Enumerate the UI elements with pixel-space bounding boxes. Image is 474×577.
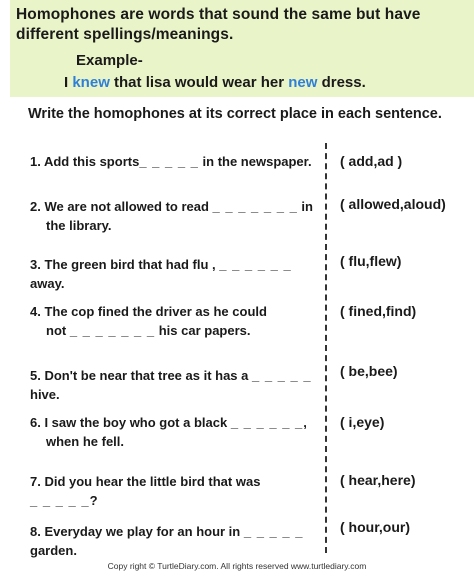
question-7 bbox=[30, 472, 320, 510]
example-homophone-2: new bbox=[288, 74, 318, 91]
question-7-text-before: 7. Did you hear the little bird that was bbox=[30, 474, 261, 489]
question-5-text-before: 5. Don't be near that tree as it has a bbox=[30, 368, 252, 383]
question-8-text-before: 8. Everyday we play for an hour in bbox=[30, 524, 244, 539]
question-5 bbox=[30, 366, 320, 404]
question-8-text-after: garden. bbox=[30, 543, 77, 558]
question-3-blank[interactable]: _ _ _ _ _ _ bbox=[219, 257, 292, 272]
example-part-3: dress. bbox=[317, 74, 366, 91]
question-7-blank[interactable]: _ _ _ _ _ bbox=[30, 493, 90, 508]
question-6 bbox=[30, 413, 320, 451]
question-4-text-after: his car papers. bbox=[155, 323, 251, 338]
column-divider bbox=[325, 143, 327, 553]
question-2-text-after: in bbox=[297, 199, 313, 214]
question-4-text-before: not bbox=[46, 323, 70, 338]
question-2 bbox=[30, 197, 320, 235]
definition-box bbox=[10, 0, 474, 97]
question-4-choices: ( fined,find) bbox=[340, 303, 417, 319]
question-1-text-before: 1. Add this sports bbox=[30, 154, 140, 169]
example-part-1: I bbox=[64, 74, 73, 91]
instruction-text: Write the homophones at its correct place in each sentence. bbox=[28, 106, 442, 122]
question-2-choices: ( allowed,aloud) bbox=[340, 196, 446, 212]
question-1-text-after: in the newspaper. bbox=[198, 154, 312, 169]
question-8-choices: ( hour,our) bbox=[340, 519, 410, 535]
example-sentence bbox=[64, 74, 366, 91]
question-6-choices: ( i,eye) bbox=[340, 414, 385, 430]
question-1-choices: ( add,ad ) bbox=[340, 153, 403, 169]
question-8 bbox=[30, 522, 320, 560]
question-6-text-before: 6. I saw the boy who got a black bbox=[30, 415, 231, 430]
question-4-line-1: 4. The cop fined the driver as he could bbox=[30, 304, 267, 319]
question-4-line-2 bbox=[30, 321, 320, 340]
question-4-blank[interactable]: _ _ _ _ _ _ _ bbox=[69, 323, 156, 338]
question-3-choices: ( flu,flew) bbox=[340, 253, 402, 269]
question-4 bbox=[30, 302, 320, 340]
question-5-blank[interactable]: _ _ _ _ _ bbox=[252, 368, 312, 383]
question-6-text-after: , bbox=[303, 415, 307, 430]
question-8-blank[interactable]: _ _ _ _ _ bbox=[243, 524, 304, 539]
question-6-line-2: when he fell. bbox=[46, 434, 125, 449]
example-part-2: that lisa would wear her bbox=[109, 74, 289, 91]
question-2-line-2: the library. bbox=[46, 218, 112, 233]
example-label: Example- bbox=[76, 52, 143, 69]
question-1-blank[interactable]: _ _ _ _ _ bbox=[139, 154, 199, 169]
question-6-blank[interactable]: _ _ _ _ _ _ bbox=[230, 415, 304, 430]
question-3-text-after: away. bbox=[30, 276, 65, 291]
definition-text: Homophones are words that sound the same but have different spellings/meanings. bbox=[16, 6, 421, 43]
question-2-text-before: 2. We are not allowed to read bbox=[30, 199, 213, 214]
question-2-blank[interactable]: _ _ _ _ _ _ _ bbox=[212, 199, 298, 214]
question-7-text-after: ? bbox=[89, 493, 98, 508]
question-5-choices: ( be,bee) bbox=[340, 363, 398, 379]
question-1 bbox=[30, 152, 320, 171]
question-3-text-before: 3. The green bird that had flu , bbox=[30, 257, 220, 272]
question-5-text-after: hive. bbox=[30, 387, 60, 402]
question-7-choices: ( hear,here) bbox=[340, 472, 416, 488]
copyright-footer: Copy right © TurtleDiary.com. All rights reserved www.turtlediary.com bbox=[107, 561, 367, 571]
question-3 bbox=[30, 255, 320, 293]
example-homophone-1: knew bbox=[72, 74, 110, 91]
